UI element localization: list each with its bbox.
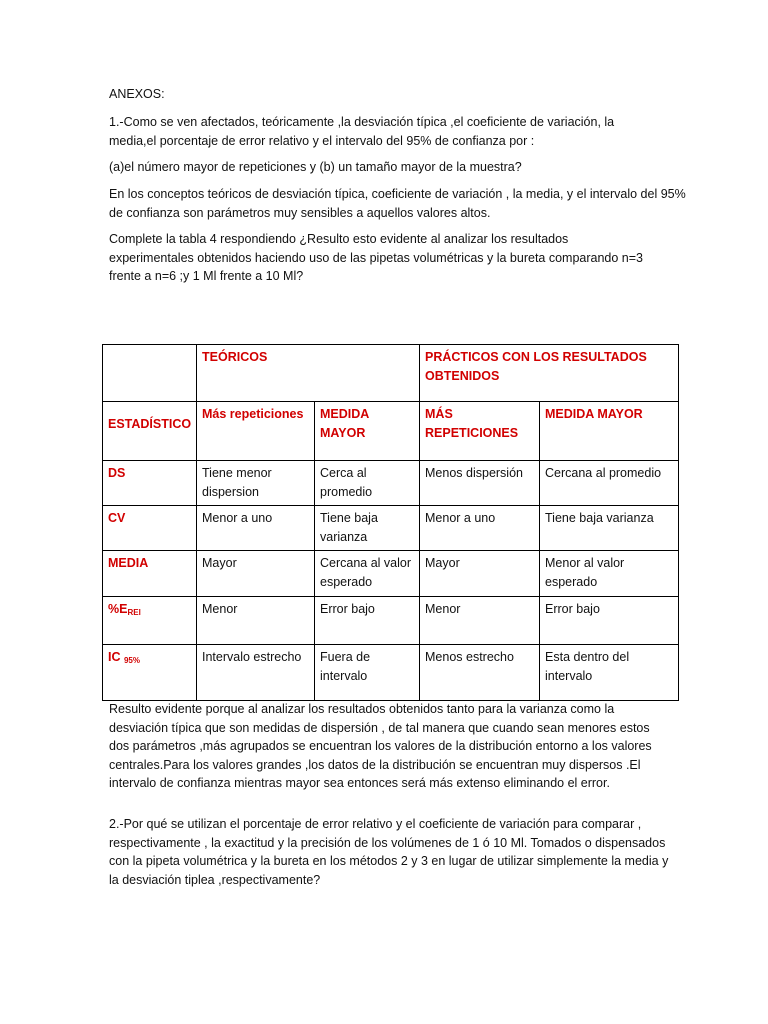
table-cell: Menor a uno	[197, 506, 315, 551]
annexes-title: ANEXOS:	[109, 87, 165, 101]
stat-label: $\%E_{REl}$	[103, 597, 197, 645]
stat-label: IC $_{95\%}$	[103, 645, 197, 701]
question-1-answer: En los conceptos teóricos de desviación típica, coeficiente de variación , la media, y el intervalo del 95% de confianza son parámetros muy sensibles a aquellos valores altos.	[109, 187, 686, 220]
table-cell: Menos dispersión	[420, 461, 540, 506]
table-row	[103, 506, 679, 551]
table-cell: Error bajo	[540, 597, 679, 645]
table-cell: Intervalo estrecho	[197, 645, 315, 701]
table-cell: Mayor	[197, 551, 315, 597]
table-cell: Menor a uno	[420, 506, 540, 551]
stat-label: DS	[103, 461, 197, 506]
table-cell: Cerca al promedio	[315, 461, 420, 506]
question-1-intro: 1.-Como se ven afectados, teóricamente ,la desviación típica ,el coeficiente de variación, la media,el porcentaje de error relativo y el intervalo del 95% de confianza por :	[109, 115, 615, 148]
col-prac-larger-measure: MEDIDA MAYOR	[540, 402, 679, 461]
table-row	[103, 645, 679, 701]
conclusion-paragraph: Resulto evidente porque al analizar los resultados obtenidos tanto para la varianza como la desviación típica que son medidas de dispersión , de tal manera que cuando sean menores estos dos parámetros ,más agrupados se encuentran los valores de la distribución entorno a los valores centrales.Para los valores grandes ,los datos de la distribución se encuentran muy dispersos .El intervalo de confianza mientras mayor sea entonces será más extenso eliminando el error.	[109, 702, 652, 790]
group-theoretical: TEÓRICOS	[197, 345, 420, 402]
table-cell: Cercana al promedio	[540, 461, 679, 506]
table-group-header-row	[103, 345, 679, 402]
table-cell: Tiene baja varianza	[315, 506, 420, 551]
table-instruction: Complete la tabla 4 respondiendo ¿Resulto esto evidente al analizar los resultados experimentales obtenidos haciendo uso de las pipetas volumétricas y la bureta comparando n=3 frente a n=6 ;y 1 Ml frente a 10 Ml?	[109, 232, 644, 283]
table-cell: Menor	[420, 597, 540, 645]
table-cell: Tiene menor dispersion	[197, 461, 315, 506]
table-cell: Mayor	[420, 551, 540, 597]
statistics-table	[102, 344, 679, 701]
col-prac-more-repetitions: MÁS REPETICIONES	[420, 402, 540, 461]
question-2: 2.-Por qué se utilizan el porcentaje de error relativo y el coeficiente de variación para comparar , respectivamente , la exactitud y la precisión de los volúmenes de 1 ó 10 Ml. Tomados o dispensados con la pipeta volumétrica y la bureta en los métodos 2 y 3 en lugar de utilizar simplemente la media y la desviación tiplea ,respectivamente?	[109, 817, 669, 887]
question-1-sub: (a)el número mayor de repeticiones y (b) un tamaño mayor de la muestra?	[109, 160, 522, 174]
table-row	[103, 551, 679, 597]
col-theo-larger-measure: MEDIDA MAYOR	[315, 402, 420, 461]
table-cell: Menos estrecho	[420, 645, 540, 701]
table-cell: Fuera de intervalo	[315, 645, 420, 701]
table-cell: Cercana al valor esperado	[315, 551, 420, 597]
empty-corner-cell	[103, 345, 197, 402]
group-practical: PRÁCTICOS CON LOS RESULTADOS OBTENIDOS	[420, 345, 679, 402]
table-row	[103, 461, 679, 506]
stat-label: CV	[103, 506, 197, 551]
table-cell: Menor al valor esperado	[540, 551, 679, 597]
col-statistic: ESTADÍSTICO	[103, 402, 197, 461]
col-theo-more-repetitions: Más repeticiones	[197, 402, 315, 461]
table-row	[103, 597, 679, 645]
table-cell: Menor	[197, 597, 315, 645]
table-column-header-row	[103, 402, 679, 461]
table-cell: Tiene baja varianza	[540, 506, 679, 551]
table-cell: Error bajo	[315, 597, 420, 645]
table-cell: Esta dentro del intervalo	[540, 645, 679, 701]
stat-label: MEDIA	[103, 551, 197, 597]
